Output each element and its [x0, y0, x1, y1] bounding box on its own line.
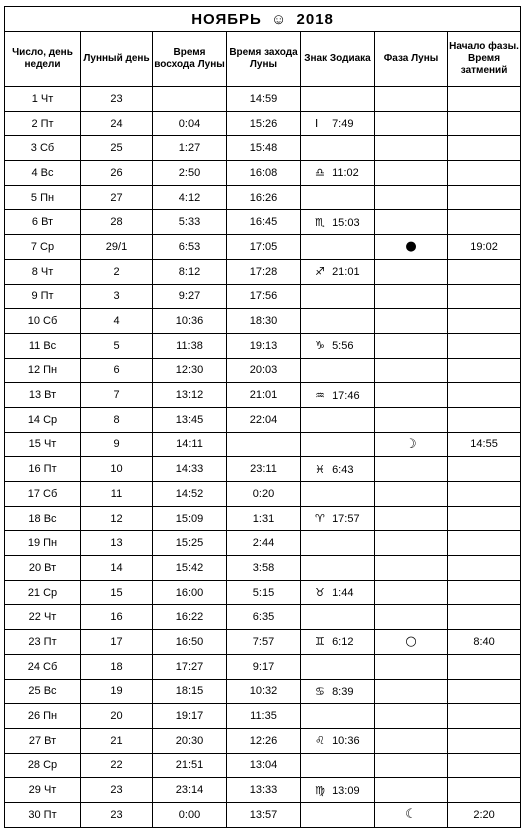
lunar-day-cell: 13 [81, 531, 153, 556]
date-cell: 2 Пт [5, 111, 81, 136]
moonrise-cell: 23:14 [153, 778, 227, 803]
date-cell: 19 Пн [5, 531, 81, 556]
lunar-day-cell: 2 [81, 259, 153, 284]
moon-phase-cell [375, 580, 448, 605]
header-zodiac: Знак Зодиака [301, 32, 375, 87]
zodiac-time: 21:01 [332, 266, 360, 279]
zodiac-cell [301, 210, 375, 235]
moonset-cell: 23:11 [227, 457, 301, 482]
table-row [5, 136, 521, 161]
zodiac-time: 15:03 [332, 216, 360, 229]
lunar-day-cell: 25 [81, 136, 153, 161]
moon-phase-cell [375, 630, 448, 655]
table-row [5, 284, 521, 309]
moonrise-cell: 19:17 [153, 704, 227, 729]
phase-start-cell [448, 333, 521, 358]
table-row [5, 679, 521, 704]
moonset-cell: 17:56 [227, 284, 301, 309]
zodiac-sign-icon: ♊ [315, 635, 325, 649]
moon-phase-cell [375, 457, 448, 482]
table-row [5, 161, 521, 186]
moon-phase-cell [375, 556, 448, 581]
lunar-day-cell: 19 [81, 679, 153, 704]
table-row [5, 630, 521, 655]
lunar-day-cell: 21 [81, 728, 153, 753]
moonrise-cell: 8:12 [153, 259, 227, 284]
date-cell: 25 Вс [5, 679, 81, 704]
zodiac-cell [301, 802, 375, 827]
zodiac-cell [301, 556, 375, 581]
lunar-day-cell: 6 [81, 358, 153, 383]
table-row [5, 210, 521, 235]
moonrise-cell: 12:30 [153, 358, 227, 383]
moon-phase-cell [375, 704, 448, 729]
table-row [5, 556, 521, 581]
moon-phase-icon: ● [405, 239, 417, 255]
phase-start-cell [448, 284, 521, 309]
phase-start-cell [448, 728, 521, 753]
phase-start-cell [448, 87, 521, 112]
zodiac-time: 6:43 [332, 463, 354, 476]
header-row [5, 32, 521, 87]
phase-start-cell [448, 753, 521, 778]
moonset-cell: 13:04 [227, 753, 301, 778]
zodiac-time: 7:49 [332, 118, 354, 131]
date-cell: 9 Пт [5, 284, 81, 309]
zodiac-cell [301, 679, 375, 704]
moon-phase-cell [375, 87, 448, 112]
moon-phase-cell [375, 506, 448, 531]
zodiac-cell [301, 457, 375, 482]
moonrise-cell: 13:45 [153, 407, 227, 432]
lunar-day-cell: 26 [81, 161, 153, 186]
moonset-cell: 1:31 [227, 506, 301, 531]
date-cell: 5 Пн [5, 185, 81, 210]
moonrise-cell: 20:30 [153, 728, 227, 753]
moon-phase-cell [375, 235, 448, 260]
moon-phase-cell [375, 407, 448, 432]
phase-start-cell [448, 210, 521, 235]
moon-phase-cell [375, 284, 448, 309]
phase-start-cell [448, 654, 521, 679]
moonrise-cell: 4:12 [153, 185, 227, 210]
zodiac-cell [301, 728, 375, 753]
title-row [5, 7, 521, 32]
zodiac-sign-icon: ♑ [315, 339, 325, 353]
moonset-cell: 7:57 [227, 630, 301, 655]
moon-phase-cell [375, 728, 448, 753]
moonset-cell: 20:03 [227, 358, 301, 383]
zodiac-sign-icon: ♈ [315, 512, 325, 526]
date-cell: 6 Вт [5, 210, 81, 235]
date-cell: 17 Сб [5, 482, 81, 507]
table-row [5, 333, 521, 358]
moonrise-cell: 13:12 [153, 383, 227, 408]
zodiac-cell [301, 358, 375, 383]
phase-start-cell [448, 259, 521, 284]
table-row [5, 259, 521, 284]
zodiac-cell [301, 753, 375, 778]
date-cell: 29 Чт [5, 778, 81, 803]
lunar-day-cell: 16 [81, 605, 153, 630]
lunar-day-cell: 22 [81, 753, 153, 778]
header-date: Число, день недели [5, 32, 81, 87]
phase-start-cell [448, 161, 521, 186]
table-row [5, 580, 521, 605]
zodiac-cell [301, 654, 375, 679]
moonset-cell: 15:26 [227, 111, 301, 136]
moonset-cell: 16:45 [227, 210, 301, 235]
moonrise-cell [153, 87, 227, 112]
phase-start-cell [448, 580, 521, 605]
lunar-day-cell: 29/1 [81, 235, 153, 260]
calendar-body [5, 87, 521, 828]
header-moonrise: Время восхода Луны [153, 32, 227, 87]
year-title: 2018 [296, 10, 334, 28]
moonset-cell: 17:05 [227, 235, 301, 260]
lunar-day-cell: 23 [81, 87, 153, 112]
header-phase-start: Начало фазы. Время затмений [448, 32, 521, 87]
table-row [5, 432, 521, 457]
page-title [5, 7, 521, 32]
lunar-day-cell: 18 [81, 654, 153, 679]
phase-start-cell: 14:55 [448, 432, 521, 457]
zodiac-cell [301, 185, 375, 210]
zodiac-cell [301, 605, 375, 630]
moonset-cell: 16:08 [227, 161, 301, 186]
zodiac-cell [301, 482, 375, 507]
phase-start-cell [448, 778, 521, 803]
phase-start-cell [448, 358, 521, 383]
lunar-day-cell: 12 [81, 506, 153, 531]
moon-phase-cell [375, 482, 448, 507]
moonrise-cell: 1:27 [153, 136, 227, 161]
zodiac-sign-icon: ♉ [315, 586, 325, 600]
date-cell: 8 Чт [5, 259, 81, 284]
zodiac-sign-icon: ♋ [315, 684, 325, 698]
moon-phase-icon: ☾ [405, 807, 417, 823]
moonset-cell: 13:57 [227, 802, 301, 827]
zodiac-cell [301, 407, 375, 432]
zodiac-sign-icon: ♍ [315, 783, 325, 797]
zodiac-sign-icon: I [315, 117, 319, 131]
zodiac-cell [301, 235, 375, 260]
moonset-cell: 6:35 [227, 605, 301, 630]
zodiac-time: 10:36 [332, 735, 360, 748]
zodiac-cell [301, 778, 375, 803]
table-row [5, 728, 521, 753]
header-lunar-day: Лунный день [81, 32, 153, 87]
lunar-day-cell: 8 [81, 407, 153, 432]
zodiac-cell [301, 383, 375, 408]
date-cell: 16 Пт [5, 457, 81, 482]
phase-start-cell [448, 136, 521, 161]
moon-phase-cell [375, 432, 448, 457]
table-row [5, 654, 521, 679]
zodiac-cell [301, 531, 375, 556]
moonrise-cell: 15:25 [153, 531, 227, 556]
lunar-day-cell: 23 [81, 802, 153, 827]
header-phase: Фаза Луны [375, 32, 448, 87]
zodiac-cell [301, 284, 375, 309]
date-cell: 26 Пн [5, 704, 81, 729]
moonrise-cell: 0:00 [153, 802, 227, 827]
phase-start-cell [448, 383, 521, 408]
phase-start-cell [448, 506, 521, 531]
moonset-cell: 17:28 [227, 259, 301, 284]
moonrise-cell: 5:33 [153, 210, 227, 235]
lunar-day-cell: 24 [81, 111, 153, 136]
moonrise-cell: 21:51 [153, 753, 227, 778]
date-cell: 18 Вс [5, 506, 81, 531]
moonset-cell: 19:13 [227, 333, 301, 358]
moonrise-cell: 6:53 [153, 235, 227, 260]
moonset-cell: 18:30 [227, 309, 301, 334]
table-row [5, 358, 521, 383]
lunar-day-cell: 28 [81, 210, 153, 235]
moonset-cell: 11:35 [227, 704, 301, 729]
lunar-day-cell: 9 [81, 432, 153, 457]
moonset-cell: 9:17 [227, 654, 301, 679]
zodiac-cell [301, 87, 375, 112]
moon-phase-cell [375, 358, 448, 383]
moonrise-cell: 16:22 [153, 605, 227, 630]
moonrise-cell: 16:00 [153, 580, 227, 605]
zodiac-time: 17:57 [332, 513, 360, 526]
table-row [5, 87, 521, 112]
moon-phase-icon: ○ [405, 634, 417, 650]
date-cell: 4 Вс [5, 161, 81, 186]
moon-phase-cell [375, 259, 448, 284]
zodiac-time: 11:02 [332, 167, 359, 180]
date-cell: 22 Чт [5, 605, 81, 630]
date-cell: 15 Чт [5, 432, 81, 457]
table-row [5, 506, 521, 531]
lunar-day-cell: 14 [81, 556, 153, 581]
phase-start-cell [448, 531, 521, 556]
zodiac-cell [301, 161, 375, 186]
lunar-day-cell: 15 [81, 580, 153, 605]
zodiac-cell [301, 580, 375, 605]
month-title: НОЯБРЬ [191, 10, 262, 28]
moonset-cell [227, 432, 301, 457]
moonset-cell: 12:26 [227, 728, 301, 753]
lunar-day-cell: 20 [81, 704, 153, 729]
table-row [5, 111, 521, 136]
phase-start-cell [448, 556, 521, 581]
moonrise-cell: 14:11 [153, 432, 227, 457]
moon-phase-cell [375, 679, 448, 704]
date-cell: 13 Вт [5, 383, 81, 408]
moonset-cell: 22:04 [227, 407, 301, 432]
phase-start-cell [448, 111, 521, 136]
moonset-cell: 0:20 [227, 482, 301, 507]
date-cell: 23 Пт [5, 630, 81, 655]
moon-phase-cell [375, 654, 448, 679]
phase-start-cell: 19:02 [448, 235, 521, 260]
moonset-cell: 10:32 [227, 679, 301, 704]
moon-phase-cell [375, 111, 448, 136]
zodiac-cell [301, 136, 375, 161]
zodiac-cell [301, 630, 375, 655]
table-row [5, 531, 521, 556]
moonrise-cell: 16:50 [153, 630, 227, 655]
moon-phase-cell [375, 383, 448, 408]
zodiac-time: 17:46 [332, 389, 360, 402]
table-row [5, 778, 521, 803]
lunar-day-cell: 10 [81, 457, 153, 482]
moon-phase-icon: ☽ [405, 436, 417, 452]
moonset-cell: 13:33 [227, 778, 301, 803]
lunar-day-cell: 3 [81, 284, 153, 309]
lunar-day-cell: 7 [81, 383, 153, 408]
moon-phase-cell [375, 753, 448, 778]
moon-phase-cell [375, 531, 448, 556]
moonrise-cell: 15:42 [153, 556, 227, 581]
zodiac-time: 1:44 [332, 587, 354, 600]
phase-start-cell [448, 482, 521, 507]
phase-start-cell [448, 679, 521, 704]
lunar-day-cell: 4 [81, 309, 153, 334]
moon-phase-cell [375, 802, 448, 827]
table-row [5, 309, 521, 334]
moon-phase-cell [375, 778, 448, 803]
date-cell: 30 Пт [5, 802, 81, 827]
date-cell: 7 Ср [5, 235, 81, 260]
header-moonset: Время захода Луны [227, 32, 301, 87]
zodiac-sign-icon: ♓ [315, 462, 325, 476]
moon-phase-cell [375, 185, 448, 210]
table-row [5, 704, 521, 729]
phase-start-cell [448, 605, 521, 630]
lunar-calendar-page [4, 6, 520, 828]
zodiac-sign-icon: ♌ [315, 734, 325, 748]
zodiac-time: 13:09 [332, 784, 360, 797]
phase-start-cell [448, 309, 521, 334]
moon-face-icon: ☺ [271, 10, 288, 28]
phase-start-cell [448, 704, 521, 729]
zodiac-time: 8:39 [332, 685, 354, 698]
zodiac-cell [301, 259, 375, 284]
moonset-cell: 15:48 [227, 136, 301, 161]
zodiac-cell [301, 333, 375, 358]
date-cell: 3 Сб [5, 136, 81, 161]
zodiac-sign-icon: ♒ [315, 388, 325, 402]
zodiac-sign-icon: ♏ [315, 215, 325, 229]
moonrise-cell: 2:50 [153, 161, 227, 186]
zodiac-cell [301, 506, 375, 531]
table-row [5, 457, 521, 482]
moonrise-cell: 11:38 [153, 333, 227, 358]
table-row [5, 605, 521, 630]
lunar-day-cell: 27 [81, 185, 153, 210]
lunar-calendar-table [4, 6, 521, 828]
moon-phase-cell [375, 309, 448, 334]
zodiac-sign-icon: ♎ [315, 166, 325, 180]
date-cell: 27 Вт [5, 728, 81, 753]
moon-phase-cell [375, 136, 448, 161]
zodiac-cell [301, 432, 375, 457]
moon-phase-cell [375, 333, 448, 358]
zodiac-sign-icon: ♐ [315, 265, 325, 279]
date-cell: 10 Сб [5, 309, 81, 334]
moonset-cell: 21:01 [227, 383, 301, 408]
moonrise-cell: 0:04 [153, 111, 227, 136]
zodiac-time: 5:56 [332, 340, 354, 353]
date-cell: 11 Вс [5, 333, 81, 358]
date-cell: 20 Вт [5, 556, 81, 581]
lunar-day-cell: 11 [81, 482, 153, 507]
date-cell: 28 Ср [5, 753, 81, 778]
table-row [5, 407, 521, 432]
table-row [5, 482, 521, 507]
date-cell: 14 Ср [5, 407, 81, 432]
phase-start-cell [448, 457, 521, 482]
date-cell: 12 Пн [5, 358, 81, 383]
zodiac-time: 6:12 [332, 636, 354, 649]
lunar-day-cell: 23 [81, 778, 153, 803]
moonrise-cell: 15:09 [153, 506, 227, 531]
table-row [5, 185, 521, 210]
moonrise-cell: 18:15 [153, 679, 227, 704]
date-cell: 24 Сб [5, 654, 81, 679]
zodiac-cell [301, 704, 375, 729]
moonrise-cell: 14:33 [153, 457, 227, 482]
zodiac-cell [301, 111, 375, 136]
table-row [5, 235, 521, 260]
lunar-day-cell: 17 [81, 630, 153, 655]
moonrise-cell: 10:36 [153, 309, 227, 334]
moon-phase-cell [375, 161, 448, 186]
moonset-cell: 3:58 [227, 556, 301, 581]
zodiac-cell [301, 309, 375, 334]
moon-phase-cell [375, 210, 448, 235]
moonset-cell: 2:44 [227, 531, 301, 556]
date-cell: 21 Ср [5, 580, 81, 605]
table-row [5, 802, 521, 827]
moonset-cell: 5:15 [227, 580, 301, 605]
table-row [5, 753, 521, 778]
moonset-cell: 16:26 [227, 185, 301, 210]
moonrise-cell: 14:52 [153, 482, 227, 507]
table-row [5, 383, 521, 408]
moonrise-cell: 17:27 [153, 654, 227, 679]
phase-start-cell [448, 407, 521, 432]
moonset-cell: 14:59 [227, 87, 301, 112]
phase-start-cell: 8:40 [448, 630, 521, 655]
phase-start-cell [448, 185, 521, 210]
moonrise-cell: 9:27 [153, 284, 227, 309]
lunar-day-cell: 5 [81, 333, 153, 358]
date-cell: 1 Чт [5, 87, 81, 112]
phase-start-cell: 2:20 [448, 802, 521, 827]
moon-phase-cell [375, 605, 448, 630]
